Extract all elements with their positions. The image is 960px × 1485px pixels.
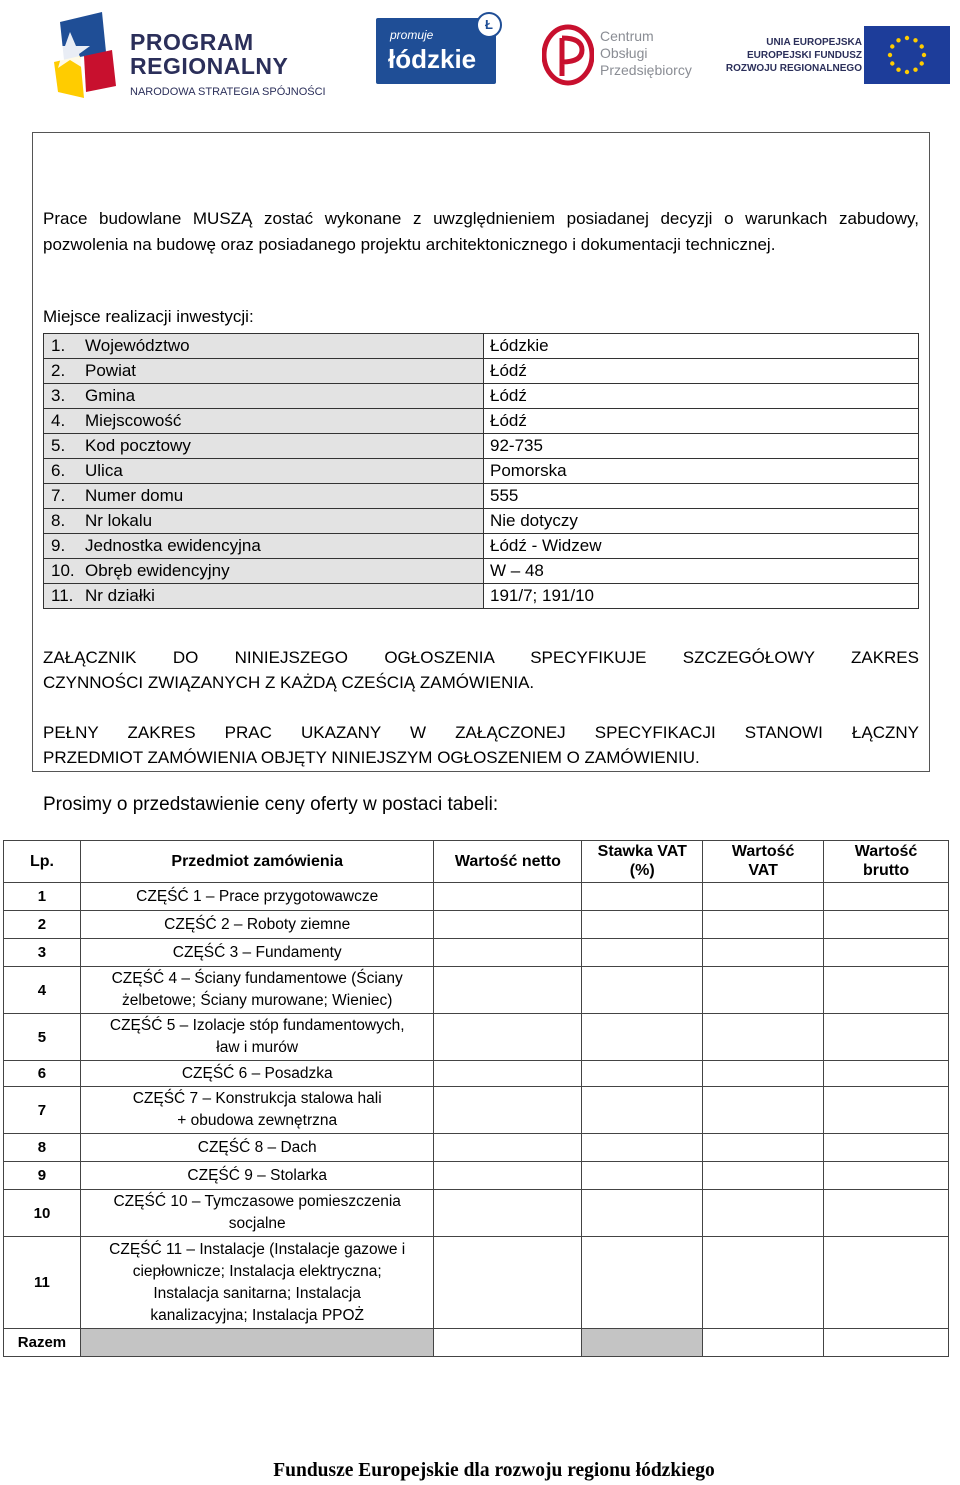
location-row-value: Pomorska [484, 459, 919, 484]
location-row-name: Jednostka ewidencyjna [85, 536, 261, 555]
row-net-cell[interactable] [434, 1162, 582, 1190]
eu-star-icon [896, 68, 900, 72]
row-part-description [80, 1237, 434, 1329]
eu-star-icon [905, 36, 909, 40]
row-vat-rate-cell[interactable] [582, 1014, 703, 1061]
row-vat-rate-cell[interactable] [582, 939, 703, 967]
price-table-row [4, 1087, 949, 1134]
row-vat-value-cell[interactable] [703, 1134, 824, 1162]
row-gross-cell[interactable] [824, 1061, 949, 1087]
location-row-value: Nie dotyczy [484, 509, 919, 534]
row-lp: 1 [4, 883, 81, 911]
notice-attachment-line2: CZYNNOŚCI ZWIĄZANYCH Z KAŻDĄ CZEŚCIĄ ZAMÓWIENIA. [43, 673, 535, 692]
header-gross-line2: brutto [862, 862, 910, 879]
row-net-cell[interactable] [434, 1134, 582, 1162]
row-vat-value-cell[interactable] [703, 1087, 824, 1134]
row-part-description [80, 1087, 434, 1134]
header-subject: Przedmiot zamówienia [80, 841, 434, 883]
cop-circle-icon [542, 24, 594, 86]
header-net: Wartość netto [434, 841, 582, 883]
total-gross-cell[interactable] [824, 1329, 949, 1357]
row-vat-value-cell[interactable] [703, 1190, 824, 1237]
header-gross-line1: Wartość [854, 843, 918, 860]
row-vat-rate-cell[interactable] [582, 911, 703, 939]
row-gross-cell[interactable] [824, 911, 949, 939]
row-lp: 2 [4, 911, 81, 939]
header-vat-rate-line1: Stawka VAT [597, 843, 687, 860]
part-description-line: ciepłownicze; Instalacja elektryczna; [132, 1262, 382, 1280]
row-vat-value-cell[interactable] [703, 1162, 824, 1190]
header-lp: Lp. [4, 841, 81, 883]
location-row-value: Łódzkie [484, 334, 919, 359]
part-description-line: CZĘŚĆ 10 – Tymczasowe pomieszczenia [113, 1193, 401, 1210]
row-vat-value-cell[interactable] [703, 883, 824, 911]
program-title-line2: REGIONALNY [130, 53, 289, 79]
location-row-number: 4. [51, 411, 66, 430]
row-lp: 5 [4, 1014, 81, 1061]
cop-line3: Przedsiębiorcy [600, 62, 692, 78]
row-lp: 9 [4, 1162, 81, 1190]
row-part-description [80, 1014, 434, 1061]
row-gross-cell[interactable] [824, 1134, 949, 1162]
location-row-value: 92-735 [484, 434, 919, 459]
row-gross-cell[interactable] [824, 939, 949, 967]
part-description-line: żelbetowe; Ściany murowane; Wieniec) [121, 992, 393, 1009]
location-row [44, 509, 919, 534]
row-lp: 8 [4, 1134, 81, 1162]
logo-bar [42, 8, 950, 102]
total-vat-value-cell[interactable] [703, 1329, 824, 1357]
row-vat-value-cell[interactable] [703, 1237, 824, 1329]
location-row-value: W – 48 [484, 559, 919, 584]
location-row-number: 10. [51, 561, 75, 580]
header-vat-value-line2: VAT [748, 862, 778, 879]
row-lp: 3 [4, 939, 81, 967]
row-part-description [80, 911, 434, 939]
program-regionalny-flag-icon [50, 12, 116, 98]
part-description-line: + obudowa zewnętrzna [177, 1112, 338, 1129]
location-row-number: 7. [51, 486, 66, 505]
centrum-obslugi-logo [540, 22, 690, 92]
lodz-badge-icon: Ł [476, 12, 502, 38]
eu-star-icon [890, 61, 894, 65]
location-row [44, 434, 919, 459]
notice-scope [43, 720, 919, 770]
location-row-name: Gmina [85, 386, 136, 405]
eu-star-icon [922, 53, 926, 57]
row-vat-value-cell[interactable] [703, 939, 824, 967]
footer-text: Fundusze Europejskie dla rozwoju regionu łódzkiego [273, 1460, 715, 1481]
location-row [44, 534, 919, 559]
cop-line2: Obsługi [600, 45, 648, 61]
location-row-label [44, 409, 484, 434]
part-description-line: Instalacja sanitarna; Instalacja [153, 1284, 362, 1302]
row-vat-rate-cell[interactable] [582, 883, 703, 911]
location-row-name: Województwo [85, 336, 190, 355]
row-vat-rate-cell[interactable] [582, 1162, 703, 1190]
location-row-value: Łódź [484, 359, 919, 384]
part-description-line: CZĘŚĆ 7 – Konstrukcja stalowa hali [132, 1090, 382, 1107]
row-gross-cell[interactable] [824, 1014, 949, 1061]
location-row-label [44, 334, 484, 359]
total-subject-cell [80, 1329, 434, 1357]
location-row-label [44, 559, 484, 584]
eu-flag-icon [864, 26, 950, 84]
row-net-cell[interactable] [434, 939, 582, 967]
location-row [44, 459, 919, 484]
price-table-row [4, 1190, 949, 1237]
location-row-value: 191/7; 191/10 [484, 584, 919, 609]
part-description-line: CZĘŚĆ 9 – Stolarka [187, 1166, 327, 1184]
total-label: Razem [4, 1329, 81, 1357]
row-gross-cell[interactable] [824, 967, 949, 1014]
price-table-row [4, 939, 949, 967]
location-row-label [44, 509, 484, 534]
location-row-value: Łódź [484, 384, 919, 409]
row-lp: 11 [4, 1237, 81, 1329]
location-row-label [44, 459, 484, 484]
row-gross-cell[interactable] [824, 883, 949, 911]
part-description-line: CZĘŚĆ 11 – Instalacje (Instalacje gazowe i [109, 1240, 406, 1258]
eu-fund-text [722, 36, 862, 75]
price-table-row [4, 1134, 949, 1162]
row-vat-rate-cell[interactable] [582, 1087, 703, 1134]
price-table-row [4, 1014, 949, 1061]
row-vat-rate-cell[interactable] [582, 1061, 703, 1087]
location-row-number: 5. [51, 436, 66, 455]
location-row-value: Łódź [484, 409, 919, 434]
eu-line3: ROZWOJU REGIONALNEGO [725, 63, 862, 74]
location-row [44, 409, 919, 434]
row-net-cell[interactable] [434, 1061, 582, 1087]
row-net-cell[interactable] [434, 1237, 582, 1329]
price-table-header-row [4, 841, 949, 883]
row-part-description [80, 1134, 434, 1162]
lodz-big-text: łódzkie [388, 44, 477, 74]
notice-attachment [43, 645, 919, 695]
part-description-line: kanalizacyjna; Instalacja PPOŻ [150, 1306, 365, 1324]
row-net-cell[interactable] [434, 883, 582, 911]
eu-star-icon [888, 53, 892, 57]
row-gross-cell[interactable] [824, 1162, 949, 1190]
location-row [44, 384, 919, 409]
location-row-name: Nr lokalu [85, 511, 153, 530]
row-gross-cell[interactable] [824, 1237, 949, 1329]
total-net-cell[interactable] [434, 1329, 582, 1357]
lodz-small-text: promuje [390, 28, 434, 42]
location-row-name: Obręb ewidencyjny [85, 561, 230, 580]
location-row-name: Powiat [85, 361, 137, 380]
row-part-description [80, 939, 434, 967]
program-title-line1: PROGRAM [130, 29, 254, 55]
location-row-name: Numer domu [85, 486, 184, 505]
eu-star-icon [920, 61, 924, 65]
eu-star-icon [913, 68, 917, 72]
location-row-name: Kod pocztowy [85, 436, 191, 455]
row-lp: 6 [4, 1061, 81, 1087]
location-row-label [44, 384, 484, 409]
eu-star-icon [890, 44, 894, 48]
price-table-row [4, 967, 949, 1014]
price-table-row [4, 883, 949, 911]
eu-star-icon [920, 44, 924, 48]
part-description-line: CZĘŚĆ 4 – Ściany fundamentowe (Ściany [111, 970, 403, 987]
program-subtitle: NARODOWA STRATEGIA SPÓJNOŚCI [130, 86, 326, 98]
part-description-line: CZĘŚĆ 3 – Fundamenty [172, 943, 342, 961]
price-request-text: Prosimy o przedstawienie ceny oferty w postaci tabeli: [43, 794, 499, 815]
location-row-number: 3. [51, 386, 66, 405]
row-vat-value-cell[interactable] [703, 911, 824, 939]
location-row-label [44, 359, 484, 384]
row-lp: 4 [4, 967, 81, 1014]
location-row-value: Łódź - Widzew [484, 534, 919, 559]
location-row [44, 359, 919, 384]
location-row [44, 584, 919, 609]
row-net-cell[interactable] [434, 1190, 582, 1237]
location-row-number: 11. [51, 586, 74, 605]
location-row-name: Ulica [85, 461, 123, 480]
location-row-label [44, 434, 484, 459]
header-vat-value-line1: Wartość [731, 843, 795, 860]
notice-scope-line1: PEŁNY ZAKRES PRAC UKAZANY W ZAŁĄCZONEJ SPECYFIKACJI STANOWI ŁĄCZNY [43, 723, 919, 742]
header-gross [824, 841, 949, 883]
location-row-label [44, 484, 484, 509]
part-description-line: CZĘŚĆ 5 – Izolacje stóp fundamentowych, [109, 1017, 405, 1034]
program-regionalny-logo [46, 8, 346, 102]
row-lp: 10 [4, 1190, 81, 1237]
location-row-label [44, 584, 484, 609]
row-net-cell[interactable] [434, 911, 582, 939]
eu-line1: UNIA EUROPEJSKA [766, 37, 862, 48]
location-row-name: Miejscowość [85, 411, 182, 430]
header-vat-rate-line2: (%) [629, 862, 655, 879]
location-row [44, 334, 919, 359]
row-vat-rate-cell[interactable] [582, 1237, 703, 1329]
location-row-value: 555 [484, 484, 919, 509]
row-net-cell[interactable] [434, 1087, 582, 1134]
part-description-line: CZĘŚĆ 6 – Posadzka [181, 1064, 333, 1082]
part-description-line: CZĘŚĆ 2 – Roboty ziemne [164, 915, 351, 933]
cop-line1: Centrum [600, 28, 654, 44]
total-vat-rate-cell [582, 1329, 703, 1357]
row-part-description [80, 1190, 434, 1237]
notice-scope-line2: PRZEDMIOT ZAMÓWIENIA OBJĘTY NINIEJSZYM OGŁOSZENIEM O ZAMÓWIENIU. [43, 748, 700, 767]
row-vat-value-cell[interactable] [703, 967, 824, 1014]
location-row-number: 8. [51, 511, 66, 530]
header-vat-value [703, 841, 824, 883]
row-gross-cell[interactable] [824, 1190, 949, 1237]
eu-line2: EUROPEJSKI FUNDUSZ [746, 50, 862, 61]
row-part-description [80, 1162, 434, 1190]
price-table-row [4, 1162, 949, 1190]
location-table [43, 333, 919, 609]
price-table-row [4, 1237, 949, 1329]
location-row-number: 9. [51, 536, 66, 555]
row-part-description [80, 967, 434, 1014]
row-lp: 7 [4, 1087, 81, 1134]
row-gross-cell[interactable] [824, 1087, 949, 1134]
row-part-description [80, 883, 434, 911]
location-row-label [44, 534, 484, 559]
row-part-description [80, 1061, 434, 1087]
price-table-row [4, 911, 949, 939]
row-net-cell[interactable] [434, 967, 582, 1014]
part-description-line: CZĘŚĆ 1 – Prace przygotowawcze [136, 887, 379, 905]
price-table-row [4, 1061, 949, 1087]
part-description-line: ław i murów [216, 1039, 299, 1056]
location-row-name: Nr działki [85, 586, 155, 605]
part-description-line: CZĘŚĆ 8 – Dach [197, 1138, 317, 1156]
row-vat-value-cell[interactable] [703, 1061, 824, 1087]
eu-star-icon [905, 70, 909, 74]
eu-star-icon [913, 38, 917, 42]
eu-star-icon [896, 38, 900, 42]
row-vat-value-cell[interactable] [703, 1014, 824, 1061]
notice-attachment-line1: ZAŁĄCZNIK DO NINIEJSZEGO OGŁOSZENIA SPECYFIKUJE SZCZEGÓŁOWY ZAKRES [43, 648, 919, 667]
part-description-line: socjalne [228, 1215, 286, 1232]
row-vat-rate-cell[interactable] [582, 1134, 703, 1162]
location-row-number: 1. [51, 336, 66, 355]
row-vat-rate-cell[interactable] [582, 967, 703, 1014]
price-table [3, 840, 949, 1357]
location-row-number: 6. [51, 461, 66, 480]
price-total-row [4, 1329, 949, 1357]
location-label: Miejsce realizacji inwestycji: [43, 307, 254, 326]
row-net-cell[interactable] [434, 1014, 582, 1061]
header-vat-rate [582, 841, 703, 883]
location-row-number: 2. [51, 361, 66, 380]
location-row [44, 484, 919, 509]
intro-paragraph: Prace budowlane MUSZĄ zostać wykonane z uwzględnieniem posiadanej decyzji o warunkach zabudowy, pozwolenia na budowę oraz posiadanego projektu architektonicznego i dokumentacji technicznej. [43, 209, 919, 254]
location-row [44, 559, 919, 584]
row-vat-rate-cell[interactable] [582, 1190, 703, 1237]
